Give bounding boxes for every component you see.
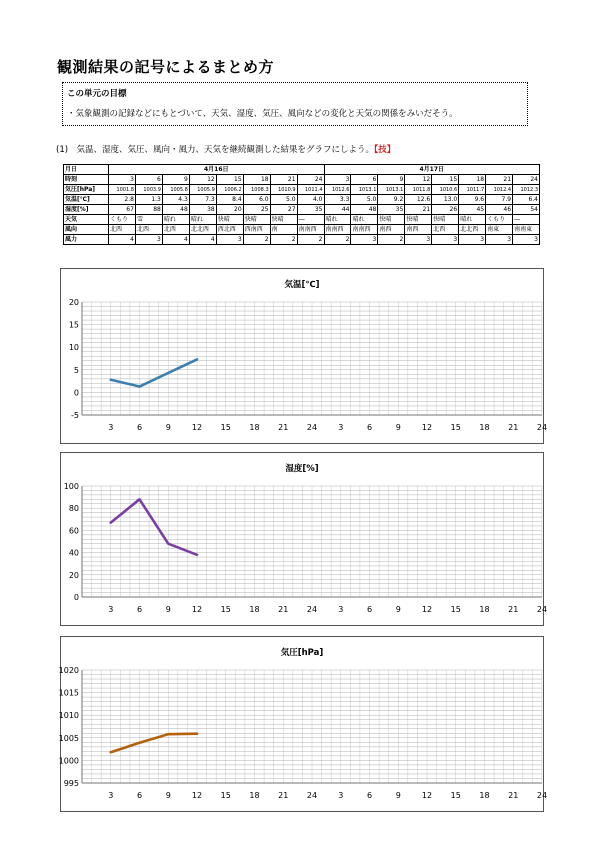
temperature-cell: 5.0: [351, 195, 378, 205]
x-tick-label: 24: [536, 605, 548, 614]
row-label-date: 月日: [64, 165, 109, 175]
x-tick-label: 6: [136, 605, 143, 614]
temperature-cell: 9.2: [378, 195, 405, 205]
x-tick-label: 6: [366, 423, 373, 432]
wind-force-cell: 3: [513, 235, 540, 245]
task-instruction: [56, 143, 395, 155]
weather-cell: 雪: [135, 215, 162, 225]
x-tick-label: 18: [479, 423, 490, 432]
time-cell: 6: [135, 175, 162, 185]
y-tick-label: 40: [68, 548, 79, 558]
pressure-cell: 1005.9: [189, 185, 216, 195]
wind-force-cell: 3: [486, 235, 513, 245]
x-tick-label: 12: [421, 423, 433, 432]
x-tick-label: 6: [136, 423, 143, 432]
row-label-wind_force: 風力: [64, 235, 109, 245]
time-cell: 3: [109, 175, 136, 185]
weather-cell: ―: [513, 215, 540, 225]
temperature-cell: 3.3: [324, 195, 351, 205]
date-cell: 4月17日: [324, 165, 540, 175]
x-tick-label: 15: [450, 605, 461, 614]
weather-cell: 快晴: [243, 215, 270, 225]
time-cell: 15: [432, 175, 459, 185]
temperature-cell: 7.9: [486, 195, 513, 205]
time-cell: 12: [189, 175, 216, 185]
chart-title: 気温[℃]: [284, 280, 320, 290]
pressure-cell: 1006.2: [216, 185, 243, 195]
time-cell: 18: [459, 175, 486, 185]
table-row-wind_dir: [64, 225, 540, 235]
x-tick-label: 21: [508, 423, 519, 432]
time-cell: 6: [351, 175, 378, 185]
y-tick-label: 1000: [58, 756, 79, 766]
wind-direction-cell: 北西: [432, 225, 459, 235]
humidity-cell: 25: [243, 205, 270, 215]
x-tick-label: 15: [220, 791, 231, 800]
row-label-weather: 天気: [64, 215, 109, 225]
x-tick-label: 3: [338, 423, 344, 432]
x-tick-label: 9: [165, 423, 171, 432]
table-row-weather: [64, 215, 540, 225]
time-cell: 9: [378, 175, 405, 185]
wind-direction-cell: 北北西: [189, 225, 216, 235]
observation-table: [63, 164, 540, 245]
table-row-temperature: [64, 195, 540, 205]
x-tick-label: 9: [165, 605, 171, 614]
temperature-cell: 4.3: [162, 195, 189, 205]
x-tick-label: 12: [191, 791, 203, 800]
wind-direction-cell: 南: [270, 225, 297, 235]
weather-cell: 快晴: [405, 215, 432, 225]
x-tick-label: 3: [108, 791, 114, 800]
wind-force-cell: 3: [432, 235, 459, 245]
x-tick-label: 9: [395, 791, 401, 800]
wind-force-cell: 2: [243, 235, 270, 245]
humidity-cell: 44: [324, 205, 351, 215]
humidity-chart-svg: [61, 453, 548, 625]
humidity-cell: 48: [162, 205, 189, 215]
wind-direction-cell: 南西: [405, 225, 432, 235]
humidity-cell: 26: [432, 205, 459, 215]
series-line: [111, 359, 197, 386]
x-tick-label: 3: [338, 791, 344, 800]
y-tick-label: 5: [73, 365, 79, 375]
pressure-cell: 1012.3: [513, 185, 540, 195]
temperature-cell: 9.6: [459, 195, 486, 205]
skill-tag: 【技】: [374, 145, 396, 155]
wind-direction-cell: 南西: [378, 225, 405, 235]
pressure-cell: 1013.1: [378, 185, 405, 195]
chart-title: 湿度[%]: [285, 464, 319, 474]
x-tick-label: 6: [366, 605, 373, 614]
row-label-temperature: 気温[℃]: [64, 195, 109, 205]
y-tick-label: 995: [63, 779, 79, 788]
weather-cell: 快晴: [216, 215, 243, 225]
x-tick-label: 9: [165, 791, 171, 800]
x-tick-label: 18: [249, 605, 260, 614]
temperature-cell: 6.4: [513, 195, 540, 205]
y-tick-label: 1005: [58, 733, 79, 743]
time-cell: 12: [405, 175, 432, 185]
pressure-cell: 1008.3: [243, 185, 270, 195]
wind-force-cell: 4: [189, 235, 216, 245]
x-tick-label: 21: [508, 605, 519, 614]
y-tick-label: 80: [68, 504, 79, 514]
x-tick-label: 24: [306, 791, 318, 800]
time-cell: 24: [513, 175, 540, 185]
pressure-cell: 1011.7: [459, 185, 486, 195]
weather-cell: 晴れ: [351, 215, 378, 225]
temperature-cell: 2.8: [109, 195, 136, 205]
wind-direction-cell: 南南西: [351, 225, 378, 235]
wind-direction-cell: 北北西: [459, 225, 486, 235]
task-text: (1) 気温、湿度、気圧、風向・風力、天気を継続観測した結果をグラフにしよう。: [56, 145, 375, 155]
weather-cell: くもり: [486, 215, 513, 225]
temperature-cell: 7.3: [189, 195, 216, 205]
humidity-cell: 54: [513, 205, 540, 215]
pressure-cell: 1011.4: [297, 185, 324, 195]
x-tick-label: 15: [220, 423, 231, 432]
row-label-pressure: 気圧[hPa]: [64, 185, 109, 195]
humidity-chart: [60, 452, 548, 626]
y-tick-label: 10: [68, 343, 79, 353]
pressure-cell: 1012.6: [324, 185, 351, 195]
weather-cell: 晴れ: [324, 215, 351, 225]
x-tick-label: 24: [306, 605, 318, 614]
pressure-cell: 1005.8: [162, 185, 189, 195]
wind-force-cell: 3: [459, 235, 486, 245]
date-cell: 4月16日: [109, 165, 325, 175]
wind-force-cell: 2: [378, 235, 405, 245]
x-tick-label: 18: [249, 423, 260, 432]
wind-direction-cell: 北西: [162, 225, 189, 235]
x-tick-label: 12: [421, 791, 433, 800]
x-tick-label: 6: [366, 791, 373, 800]
wind-force-cell: 3: [405, 235, 432, 245]
weather-cell: 晴れ: [162, 215, 189, 225]
weather-cell: 快晴: [378, 215, 405, 225]
y-tick-label: 1015: [58, 688, 79, 698]
y-tick-label: 1010: [58, 711, 79, 721]
wind-force-cell: 2: [297, 235, 324, 245]
time-cell: 18: [243, 175, 270, 185]
wind-direction-cell: 南南東: [513, 225, 540, 235]
temperature-cell: 8.4: [216, 195, 243, 205]
unit-goal-box: [62, 82, 528, 126]
x-tick-label: 21: [278, 423, 289, 432]
x-tick-label: 9: [395, 423, 401, 432]
wind-direction-cell: 西南西: [243, 225, 270, 235]
wind-force-cell: 3: [135, 235, 162, 245]
pressure-cell: 1011.8: [405, 185, 432, 195]
y-tick-label: 20: [68, 570, 79, 580]
x-tick-label: 3: [108, 605, 114, 614]
x-tick-label: 15: [450, 423, 461, 432]
x-tick-label: 12: [421, 605, 433, 614]
temperature-chart: [60, 268, 548, 444]
x-tick-label: 21: [278, 791, 289, 800]
temperature-cell: 5.0: [270, 195, 297, 205]
table-row-times: [64, 175, 540, 185]
page-title: 観測結果の記号によるまとめ方: [57, 58, 275, 76]
y-tick-label: 100: [63, 482, 79, 491]
pressure-cell: 1010.9: [270, 185, 297, 195]
x-tick-label: 24: [536, 423, 548, 432]
y-tick-label: 1020: [58, 666, 79, 675]
series-line: [111, 734, 197, 753]
humidity-cell: 67: [109, 205, 136, 215]
table-row-wind_force: [64, 235, 540, 245]
wind-force-cell: 4: [109, 235, 136, 245]
wind-force-cell: 3: [351, 235, 378, 245]
pressure-cell: 1012.4: [486, 185, 513, 195]
y-tick-label: 0: [73, 593, 79, 602]
goal-text: ・気象観測の記録などにもとづいて、天気、湿度、気圧、風向などの変化と天気の関係をみいだそう。: [67, 109, 458, 119]
x-tick-label: 12: [191, 605, 203, 614]
time-cell: 9: [162, 175, 189, 185]
humidity-cell: 27: [270, 205, 297, 215]
x-tick-label: 18: [479, 791, 490, 800]
x-tick-label: 18: [249, 791, 260, 800]
wind-force-cell: 2: [324, 235, 351, 245]
x-tick-label: 3: [338, 605, 344, 614]
y-tick-label: 0: [73, 388, 79, 398]
humidity-cell: 35: [378, 205, 405, 215]
pressure-chart-svg: [58, 637, 548, 811]
humidity-cell: 21: [405, 205, 432, 215]
temperature-chart-svg: [61, 269, 548, 443]
y-tick-label: 60: [68, 526, 79, 536]
wind-direction-cell: 北西: [109, 225, 136, 235]
wind-direction-cell: 西北西: [216, 225, 243, 235]
x-tick-label: 3: [108, 423, 114, 432]
weather-cell: 晴れ: [189, 215, 216, 225]
pressure-cell: 1013.1: [351, 185, 378, 195]
pressure-chart: [58, 636, 548, 812]
temperature-cell: 13.0: [432, 195, 459, 205]
weather-cell: ―: [297, 215, 324, 225]
row-label-times: 時刻: [64, 175, 109, 185]
x-tick-label: 15: [220, 605, 231, 614]
table-row-date: [64, 165, 540, 175]
humidity-cell: 35: [297, 205, 324, 215]
series-line: [111, 499, 197, 555]
x-tick-label: 15: [450, 791, 461, 800]
time-cell: 21: [270, 175, 297, 185]
table-row-pressure: [64, 185, 540, 195]
wind-direction-cell: 南南西: [297, 225, 324, 235]
humidity-cell: 38: [189, 205, 216, 215]
temperature-cell: 12.6: [405, 195, 432, 205]
pressure-cell: 1003.9: [135, 185, 162, 195]
y-tick-label: -5: [71, 411, 79, 420]
temperature-cell: 4.0: [297, 195, 324, 205]
weather-cell: 晴れ: [459, 215, 486, 225]
weather-cell: 快晴: [432, 215, 459, 225]
x-tick-label: 12: [191, 423, 203, 432]
wind-direction-cell: 南東: [486, 225, 513, 235]
humidity-cell: 45: [459, 205, 486, 215]
weather-cell: くもり: [109, 215, 136, 225]
row-label-humidity: 湿度[%]: [64, 205, 109, 215]
time-cell: 15: [216, 175, 243, 185]
goal-heading: この単元の目標: [67, 89, 127, 99]
wind-force-cell: 2: [270, 235, 297, 245]
x-tick-label: 6: [136, 791, 143, 800]
wind-direction-cell: 南南西: [324, 225, 351, 235]
humidity-cell: 20: [216, 205, 243, 215]
x-tick-label: 24: [306, 423, 318, 432]
row-label-wind_dir: 風向: [64, 225, 109, 235]
time-cell: 24: [297, 175, 324, 185]
table-row-humidity: [64, 205, 540, 215]
time-cell: 3: [324, 175, 351, 185]
wind-force-cell: 4: [162, 235, 189, 245]
humidity-cell: 46: [486, 205, 513, 215]
pressure-cell: 1001.8: [109, 185, 136, 195]
x-tick-label: 24: [536, 791, 548, 800]
chart-title: 気圧[hPa]: [280, 648, 324, 658]
temperature-cell: 1.3: [135, 195, 162, 205]
time-cell: 21: [486, 175, 513, 185]
x-tick-label: 9: [395, 605, 401, 614]
y-tick-label: 15: [68, 320, 79, 330]
wind-force-cell: 3: [216, 235, 243, 245]
wind-direction-cell: 北西: [135, 225, 162, 235]
humidity-cell: 48: [351, 205, 378, 215]
temperature-cell: 6.0: [243, 195, 270, 205]
humidity-cell: 88: [135, 205, 162, 215]
y-tick-label: 20: [68, 298, 79, 307]
x-tick-label: 21: [278, 605, 289, 614]
pressure-cell: 1010.6: [432, 185, 459, 195]
x-tick-label: 21: [508, 791, 519, 800]
weather-cell: 快晴: [270, 215, 297, 225]
x-tick-label: 18: [479, 605, 490, 614]
